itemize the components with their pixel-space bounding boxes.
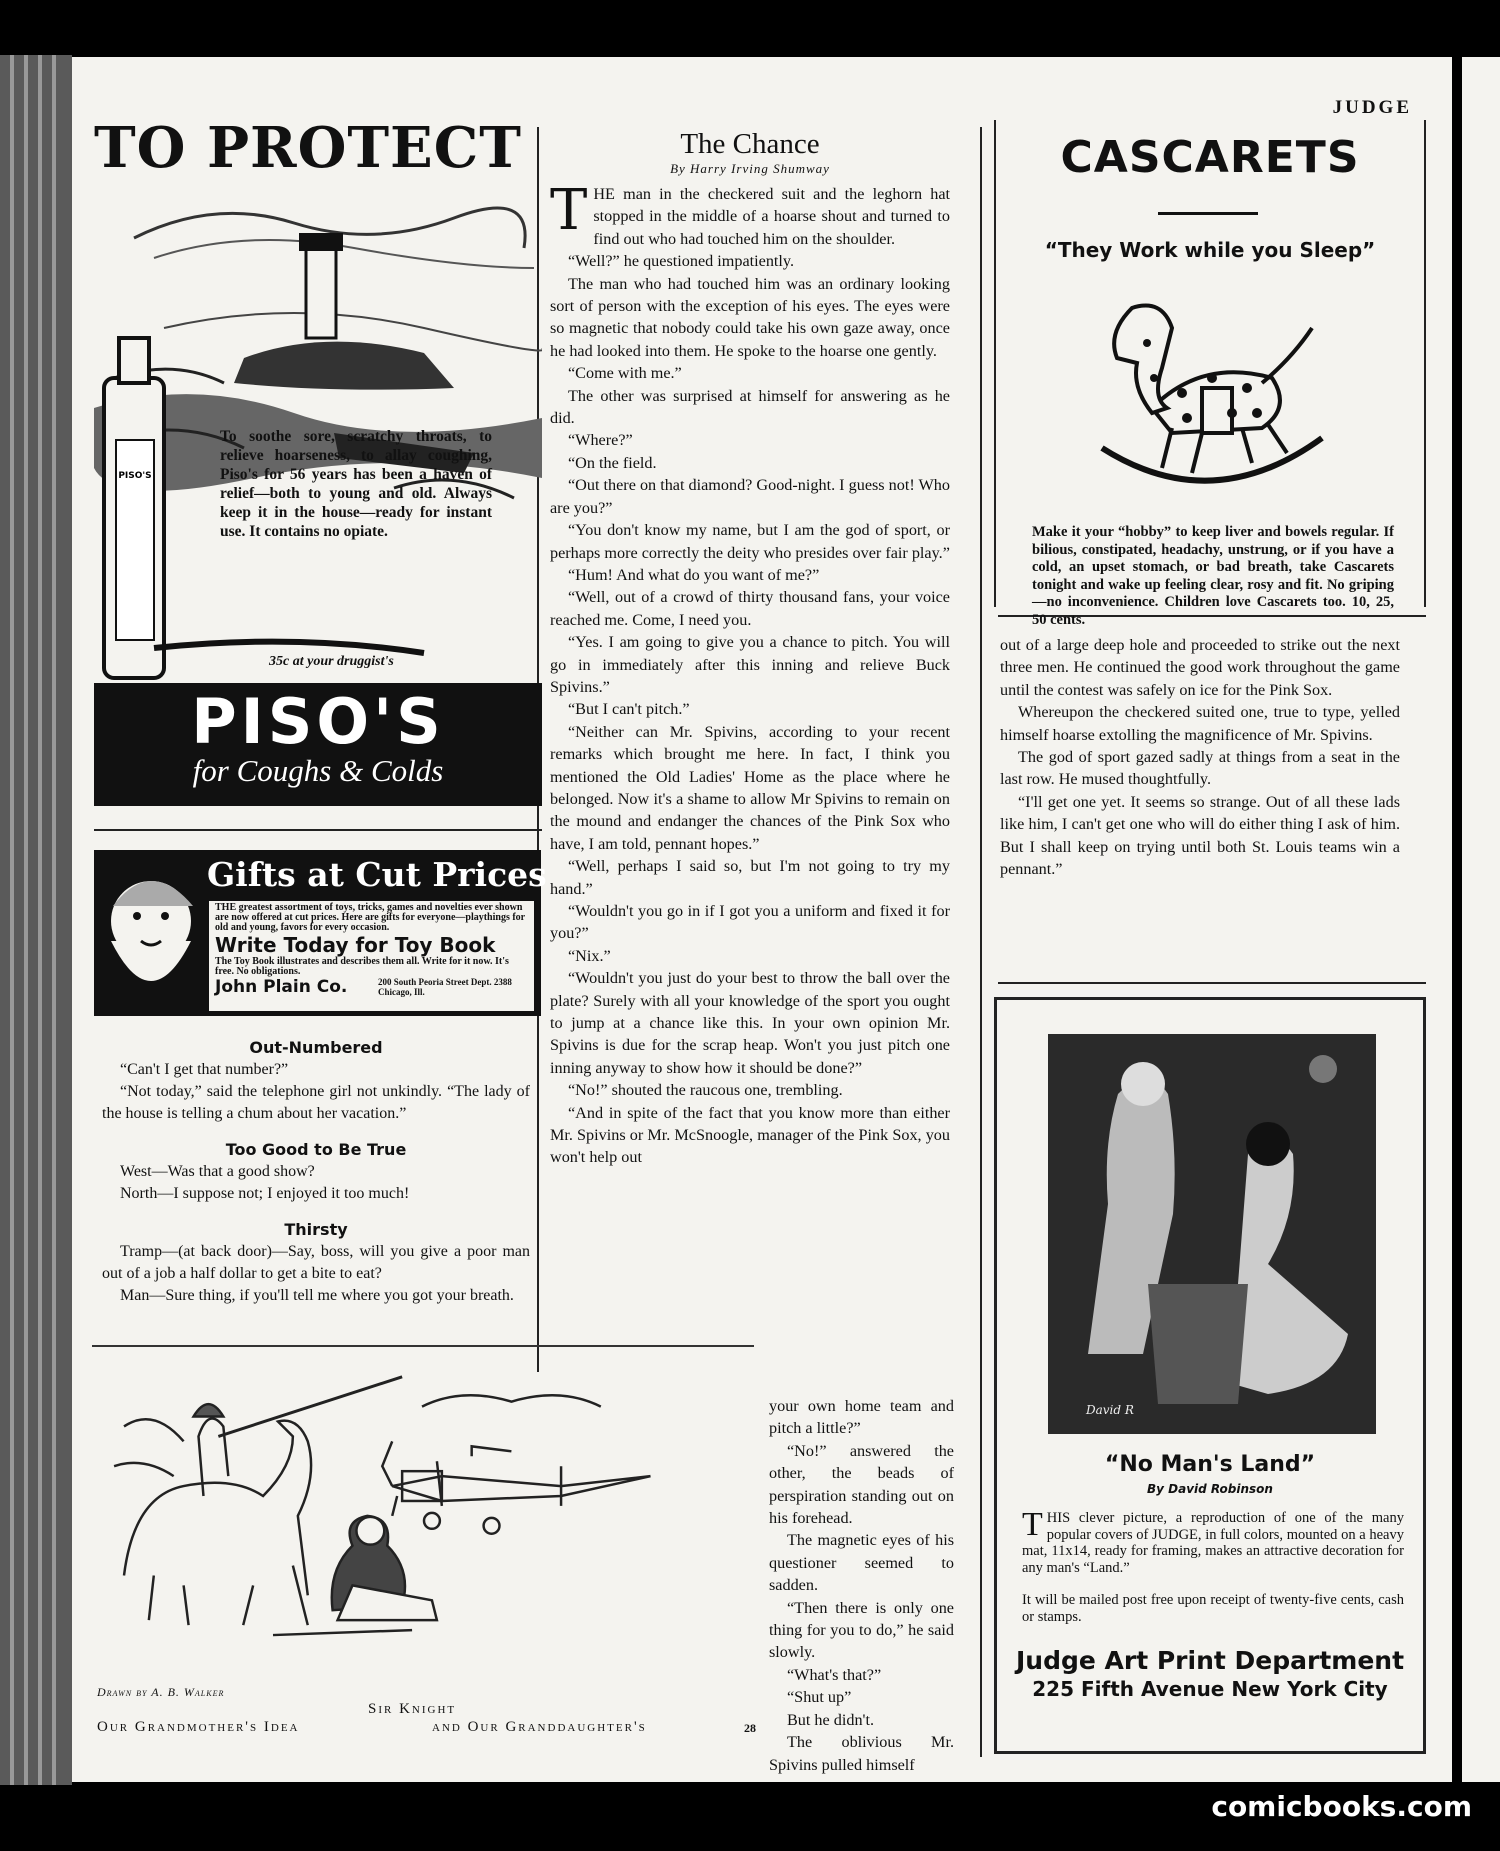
story-column [550, 127, 950, 1169]
joke-line: “Not today,” said the telephone girl not unkindly. “The lady of the house is telling a chum about her vacation.” [102, 1083, 530, 1122]
story-paragraph: “Shut up” [787, 1688, 852, 1707]
piso-brand-band [94, 683, 542, 806]
section-rule [94, 829, 542, 831]
story-paragraph: “No!” answered the other, the beads of perspiration standing out on his forehead. [769, 1441, 954, 1528]
rocking-horse-illustration [1092, 288, 1332, 508]
art-byline: By David Robinson [1147, 1482, 1273, 1496]
story-paragraph: “But I can't pitch.” [568, 700, 690, 719]
illustration-caption-right: and Our Granddaughter's [432, 1719, 647, 1735]
jokes-column [102, 1037, 530, 1307]
art-print-advertisement [994, 997, 1426, 1754]
artist-signature: David R [1086, 1403, 1134, 1417]
art-address: 225 Fifth Avenue New York City [1032, 1677, 1388, 1701]
gifts-title: Gifts at Cut Prices [207, 855, 547, 894]
story-paragraph: “You don't know my name, but I am the god of sport, or perhaps more correctly the deity who presides over fair play.” [550, 521, 950, 562]
story-paragraph: “Neither can Mr. Spivins, according to your recent remarks which brought me here. In fact, I think you mentioned the Old Ladies' Home as the place where he belonged. Now it's a shame to allow Mr Spivins to remain on the mound and endanger the chances of the Pink Sox who have, I am told, pennant hopes.” [550, 722, 950, 853]
story-narrow-column [769, 1395, 954, 1776]
story-paragraph: out of a large deep hole and proceeded to strike out the next three men. He continued the good work throughout the game until the contest was safely on ice for the Pink Sox. [1000, 636, 1400, 699]
story-paragraph: “Where?” [568, 431, 633, 450]
story-paragraph: The man who had touched him was an ordinary looking sort of person with the exception of his eyes. The eyes were so magnetic that nobody could take his own gaze away, once he had looked into them. He spoke to the hoarse one gently. [550, 274, 950, 360]
story-paragraph: “Nix.” [568, 946, 611, 965]
story-paragraph: “And in spite of the fact that you know more than either Mr. Spivins or Mr. McSnoogle, manager of the Pink Sox, you won't help out [550, 1103, 950, 1167]
art-department: Judge Art Print Department [1015, 1646, 1405, 1675]
piso-price: 35c at your druggist's [269, 654, 394, 669]
story-paragraph: “What's that?” [787, 1665, 882, 1684]
illustration-caption-left: Our Grandmother's Idea [97, 1719, 300, 1735]
story-paragraph: “Well?” he questioned impatiently. [568, 252, 794, 271]
story-paragraph: “Out there on that diamond? Good-night. I guess not! Who are you?” [550, 476, 950, 517]
joke-title: Out-Numbered [249, 1038, 383, 1057]
story-paragraph: The oblivious Mr. Spivins pulled himself [769, 1733, 954, 1774]
cover-artwork [1048, 1034, 1376, 1434]
joke-line: “Can't I get that number?” [120, 1061, 289, 1078]
page-number: 28 [744, 1721, 756, 1735]
section-rule [998, 982, 1426, 984]
story-paragraph: Whereupon the checkered suited one, true to type, yelled himself hoarse extolling the magnificence of Mr. Spivins. [1000, 703, 1400, 744]
piso-headline: TO PROTECT [94, 120, 522, 181]
no-mans-land-picture [1048, 1034, 1376, 1434]
magazine-page [72, 57, 1452, 1782]
story-paragraph: “Come with me.” [568, 364, 682, 383]
piso-copy: To soothe sore, scratchy throats, to relieve hoarseness, to allay coughing, Piso's for 56 years has been a haven of relief—both to young and old. Always keep it in the house—ready for instant use. It contains no opiate. [220, 428, 492, 540]
story-paragraph: “Wouldn't you just do your best to throw the ball over the plate? Surely with all your knowledge of the sport you ought to jump at a chance like this. In your own opinion Mr. Spivins is due for the scrap heap. Won't you just pitch one inning anyway to show how it should be done?” [550, 969, 950, 1077]
column-rule [980, 127, 982, 1757]
gifts-address: 200 South Peoria Street Dept. 2388 Chicago, Ill. [378, 977, 512, 997]
story-paragraph: HE man in the checkered suit and the leghorn hat stopped in the middle of a hoarse shout and turned to find out who had touched him on the shoulder. [593, 185, 950, 248]
magazine-name: JUDGE [1332, 97, 1412, 118]
joke-line: Man—Sure thing, if you'll tell me where you got your breath. [120, 1287, 514, 1304]
story-paragraph: “No!” shouted the raucous one, trembling. [568, 1081, 843, 1100]
cascarets-tagline: “They Work while you Sleep” [1044, 238, 1376, 262]
story-continuation [1000, 634, 1400, 880]
cascarets-title: CASCARETS [1060, 132, 1360, 183]
cascarets-advertisement [994, 120, 1426, 628]
story-paragraph: “Wouldn't you go in if I got you a uniform and fixed it for you?” [550, 902, 950, 943]
joke-line: West—Was that a good show? [120, 1163, 315, 1180]
illustration-credit: Drawn by A. B. Walker [97, 1685, 225, 1699]
joke-title: Too Good to Be True [225, 1140, 407, 1159]
art-copy-text: HIS clever picture, a reproduction of one of the many popular covers of JUDGE, in full colors, mounted on a heavy mat, 11x14, ready for framing, makes an attractive decoration for any man's “Land.” [1022, 1510, 1404, 1576]
story-title: The Chance [680, 128, 820, 160]
piso-tagline: for Coughs & Colds [192, 753, 444, 788]
story-paragraph: “Well, out of a crowd of thirty thousand fans, your voice reached me. Come, I need you. [550, 588, 950, 629]
watermark: comicbooks.com [1211, 1790, 1472, 1823]
drop-cap: T [550, 178, 588, 243]
story-paragraph: “On the field. [568, 453, 657, 472]
piso-advertisement [94, 120, 542, 806]
art-mail-offer: It will be mailed post free upon receipt of twenty-five cents, cash or stamps. [1022, 1592, 1404, 1625]
title-underline [1158, 212, 1258, 215]
binding-edge [0, 55, 72, 1785]
joke-title: Thirsty [284, 1220, 348, 1239]
story-paragraph: your own home team and pitch a little?” [769, 1397, 954, 1438]
story-paragraph: The other was surprised at himself for answering as he did. [550, 386, 950, 428]
art-copy [1022, 1506, 1404, 1576]
story-paragraph: But he didn't. [787, 1710, 874, 1729]
gifts-copy-box [209, 901, 534, 1011]
art-title: “No Man's Land” [1104, 1452, 1316, 1477]
story-paragraph: The magnetic eyes of his questioner seemed to sadden. [769, 1531, 954, 1595]
story-paragraph: “Well, perhaps I said so, but I'm not going to try my hand.” [550, 857, 950, 898]
story-paragraph: “I'll get one yet. It seems so strange. Out of all these lads like him, I can't get one who will do either thing I ask of him. But I shall keep on trying until both St. Louis teams win a pennant.” [1000, 792, 1400, 879]
joke-line: North—I suppose not; I enjoyed it too much! [120, 1185, 410, 1202]
gifts-offer: The Toy Book illustrates and describes them all. Write for it now. It's free. No obligations. [215, 956, 509, 977]
gifts-call-to-action: Write Today for Toy Book [215, 933, 496, 957]
cascarets-copy: Make it your “hobby” to keep liver and bowels regular. If bilious, constipated, headachy, unstrung, or if you have a cold, an upset stomach, or bad breath, take Cascarets tonight and wake up feeling clear, rosy and fit. No griping—no inconvenience. Children love Cascarets too. 10, 25, 50 cents. [1032, 524, 1394, 628]
story-paragraph: “Hum! And what do you want of me?” [568, 565, 820, 584]
story-byline: By Harry Irving Shumway [670, 161, 830, 176]
story-paragraph: “Then there is only one thing for you to do,” he said slowly. [769, 1598, 954, 1662]
adjacent-page-edge [1462, 57, 1500, 1782]
toy-book-advertisement [94, 850, 547, 1016]
illustration-caption-center: Sir Knight [368, 1701, 457, 1717]
knight-and-aviator-illustration [92, 1345, 754, 1645]
gifts-company: John Plain Co. [215, 977, 348, 997]
bottle-label: PISO'S [118, 471, 152, 481]
santa-face-illustration [101, 861, 201, 1011]
story-paragraph: “Yes. I am going to give you a chance to pitch. You will go in immediately after this inning and relieve Buck Spivins.” [550, 633, 950, 696]
joke-line: Tramp—(at back door)—Say, boss, will you give a poor man out of a job a half dollar to get a bite to eat? [102, 1243, 530, 1282]
story-paragraph: The god of sport gazed sadly at things from a seat in the last row. He mused thoughtfully. [1000, 748, 1400, 789]
piso-brand: PISO'S [191, 685, 445, 758]
drop-cap: T [1022, 1506, 1043, 1543]
gifts-description: THE greatest assortment of toys, tricks, games and novelties ever shown are now offered at cut prices. Here are gifts for everyone—playthings for old and young, favors for every occasion. [215, 902, 525, 933]
